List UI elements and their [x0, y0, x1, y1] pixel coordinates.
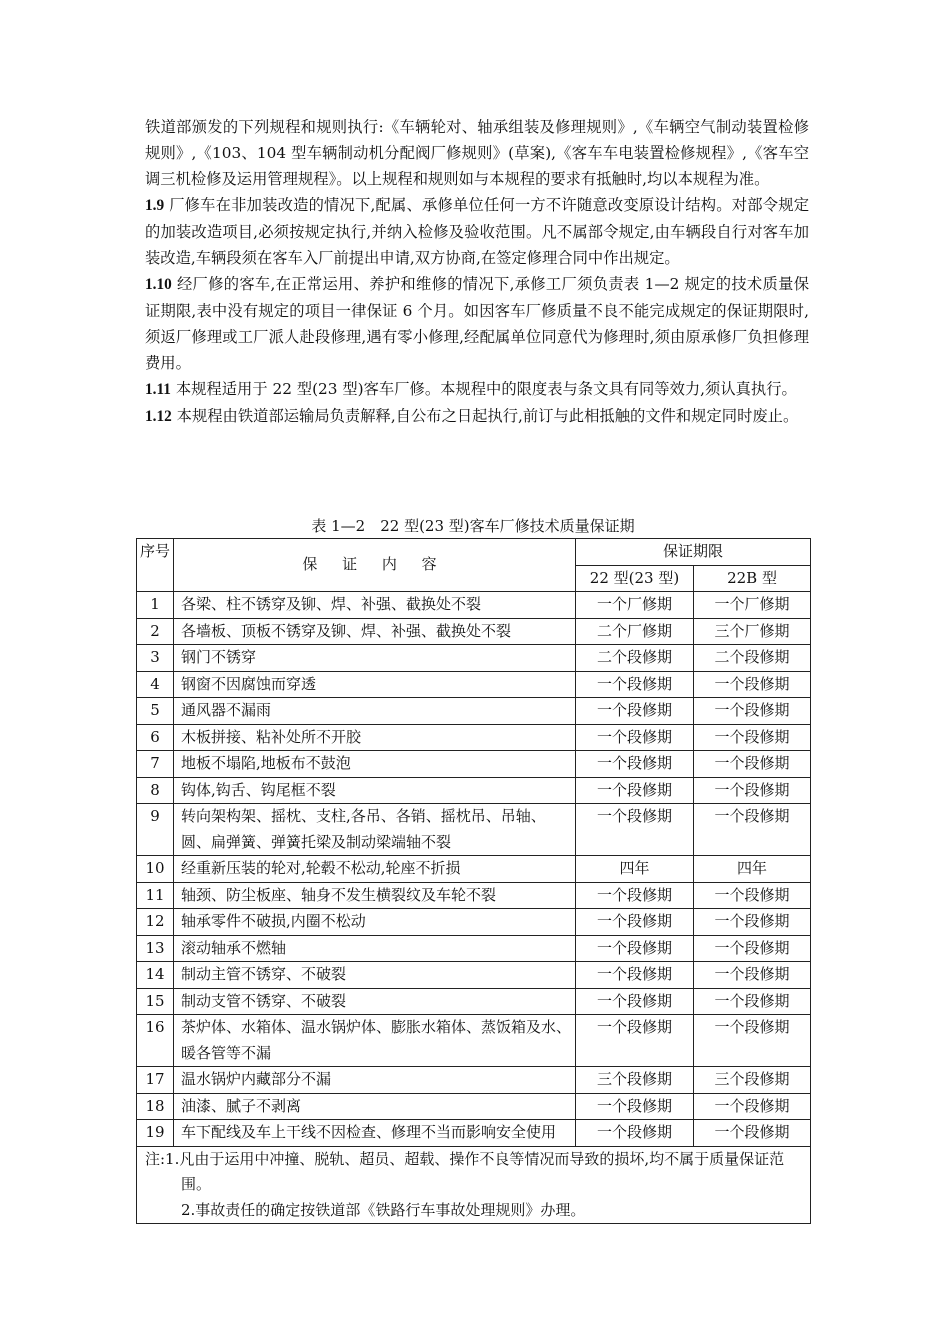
- row-period-22b: 一个段修期: [694, 698, 811, 725]
- row-content: 轴颈、防尘板座、轴身不发生横裂纹及车轮不裂: [174, 882, 576, 909]
- paragraph: [145, 114, 809, 192]
- body-text: [145, 114, 809, 430]
- table-row: [137, 592, 811, 619]
- row-period-22: 一个段修期: [576, 882, 694, 909]
- row-period-22: 一个段修期: [576, 1015, 694, 1067]
- row-content: 各梁、柱不锈穿及铆、焊、补强、截换处不裂: [174, 592, 576, 619]
- row-period-22b: 一个段修期: [694, 962, 811, 989]
- row-number: 19: [137, 1120, 174, 1147]
- row-content: 地板不塌陷,地板布不鼓泡: [174, 751, 576, 778]
- header-col-22b: 22B 型: [694, 565, 811, 592]
- table-row: [137, 962, 811, 989]
- row-number: 17: [137, 1067, 174, 1094]
- row-number: 2: [137, 618, 174, 645]
- table-row: [137, 1093, 811, 1120]
- row-number: 3: [137, 645, 174, 672]
- row-period-22: 一个厂修期: [576, 592, 694, 619]
- table-row: [137, 698, 811, 725]
- header-content: 保 证 内 容: [174, 539, 576, 592]
- row-content: 钢门不锈穿: [174, 645, 576, 672]
- row-period-22: 一个段修期: [576, 698, 694, 725]
- row-period-22: 四年: [576, 856, 694, 883]
- row-period-22: 二个厂修期: [576, 618, 694, 645]
- paragraph: [145, 271, 809, 376]
- row-period-22: 一个段修期: [576, 909, 694, 936]
- row-number: 10: [137, 856, 174, 883]
- row-period-22b: 一个厂修期: [694, 592, 811, 619]
- row-period-22: 一个段修期: [576, 777, 694, 804]
- paragraph-text: 本规程由铁道部运输局负责解释,自公布之日起执行,前订与此相抵触的文件和规定同时废止。: [176, 407, 799, 425]
- row-period-22: 二个段修期: [576, 645, 694, 672]
- row-number: 18: [137, 1093, 174, 1120]
- row-period-22b: 一个段修期: [694, 804, 811, 856]
- row-content: 车下配线及车上干线不因检查、修理不当而影响安全使用: [174, 1120, 576, 1147]
- table-row: [137, 909, 811, 936]
- row-period-22: 一个段修期: [576, 724, 694, 751]
- row-content: 经重新压装的轮对,轮毂不松动,轮座不折损: [174, 856, 576, 883]
- row-period-22: 一个段修期: [576, 935, 694, 962]
- table-body: [137, 592, 811, 1147]
- row-content: 钩体,钩舌、钩尾框不裂: [174, 777, 576, 804]
- row-period-22b: 一个段修期: [694, 724, 811, 751]
- row-period-22: 一个段修期: [576, 671, 694, 698]
- row-content: 制动主管不锈穿、不破裂: [174, 962, 576, 989]
- row-content: 茶炉体、水箱体、温水锅炉体、膨胀水箱体、蒸饭箱及水、暖各管等不漏: [174, 1015, 576, 1067]
- row-period-22b: 二个段修期: [694, 645, 811, 672]
- row-period-22: 一个段修期: [576, 804, 694, 856]
- table-row: [137, 1067, 811, 1094]
- row-number: 7: [137, 751, 174, 778]
- table-row: [137, 1120, 811, 1147]
- row-number: 13: [137, 935, 174, 962]
- paragraph: [145, 192, 809, 271]
- row-content: 各墙板、顶板不锈穿及铆、焊、补强、截换处不裂: [174, 618, 576, 645]
- header-col-22: 22 型(23 型): [576, 565, 694, 592]
- row-number: 8: [137, 777, 174, 804]
- row-period-22b: 一个段修期: [694, 1093, 811, 1120]
- table-row: [137, 882, 811, 909]
- row-content: 转向架构架、摇枕、支柱,各吊、各销、摇枕吊、吊轴、圆、扁弹簧、弹簧托梁及制动梁端轴不裂: [174, 804, 576, 856]
- row-period-22b: 一个段修期: [694, 777, 811, 804]
- row-number: 14: [137, 962, 174, 989]
- row-period-22b: 一个段修期: [694, 882, 811, 909]
- row-period-22b: 三个厂修期: [694, 618, 811, 645]
- row-period-22: 一个段修期: [576, 1120, 694, 1147]
- row-number: 9: [137, 804, 174, 856]
- table-row: [137, 618, 811, 645]
- row-number: 6: [137, 724, 174, 751]
- row-period-22: 一个段修期: [576, 1093, 694, 1120]
- clause-number: 1.12: [145, 408, 172, 425]
- table-row: [137, 935, 811, 962]
- row-content: 温水锅炉内藏部分不漏: [174, 1067, 576, 1094]
- clause-number: 1.10: [145, 276, 172, 293]
- row-period-22b: 四年: [694, 856, 811, 883]
- table-row: [137, 1015, 811, 1067]
- row-period-22b: 三个段修期: [694, 1067, 811, 1094]
- paragraph-text: 本规程适用于 22 型(23 型)客车厂修。本规程中的限度表与条文具有同等效力,须认真执行。: [175, 380, 797, 398]
- row-content: 油漆、腻子不剥离: [174, 1093, 576, 1120]
- table-row: [137, 777, 811, 804]
- row-period-22: 一个段修期: [576, 962, 694, 989]
- table-row: [137, 988, 811, 1015]
- row-number: 1: [137, 592, 174, 619]
- clause-number: 1.9: [145, 197, 165, 214]
- row-period-22: 一个段修期: [576, 751, 694, 778]
- note-1: 注:1.凡由于运用中冲撞、脱轨、超员、超载、操作不良等情况而导致的损坏,均不属于质量保证范围。: [145, 1149, 785, 1193]
- row-number: 12: [137, 909, 174, 936]
- row-period-22b: 一个段修期: [694, 909, 811, 936]
- row-period-22b: 一个段修期: [694, 1120, 811, 1147]
- table-row: [137, 671, 811, 698]
- row-period-22b: 一个段修期: [694, 1015, 811, 1067]
- row-period-22b: 一个段修期: [694, 671, 811, 698]
- table-row: [137, 804, 811, 856]
- table-row: [137, 856, 811, 883]
- row-content: 滚动轴承不燃轴: [174, 935, 576, 962]
- row-content: 钢窗不因腐蚀而穿透: [174, 671, 576, 698]
- header-no: 序号: [137, 539, 174, 592]
- row-period-22b: 一个段修期: [694, 988, 811, 1015]
- table-caption: 表 1—2 22 型(23 型)客车厂修技术质量保证期: [311, 517, 635, 535]
- row-content: 木板拼接、粘补处所不开胶: [174, 724, 576, 751]
- paragraph-text: 经厂修的客车,在正常运用、养护和维修的情况下,承修工厂须负责表 1—2 规定的技术质量保证期限,表中没有规定的项目一律保证 6 个月。如因客车厂修质量不良不能完成规定的保证期限时,须返厂修理或工厂派人赴段修理,遇有零小修理,经配属单位同意代为修理时,须由原承修厂负担修理费用。: [145, 275, 809, 372]
- table-row: [137, 645, 811, 672]
- warranty-table: [136, 538, 811, 1224]
- row-content: 轴承零件不破损,内圈不松动: [174, 909, 576, 936]
- paragraph: [145, 376, 809, 403]
- row-number: 4: [137, 671, 174, 698]
- header-period: 保证期限: [576, 539, 811, 566]
- note-2: 2.事故责任的确定按铁道部《铁路行车事故处理规则》办理。: [181, 1200, 586, 1219]
- paragraph-text: 厂修车在非加装改造的情况下,配属、承修单位任何一方不许随意改变原设计结构。对部令规定的加装改造项目,必须按规定执行,并纳入检修及验收范围。凡不属部令规定,由车辆段自行对客车加装改造,车辆段须在客车入厂前提出申请,双方协商,在签定修理合同中作出规定。: [145, 196, 809, 267]
- row-period-22: 一个段修期: [576, 988, 694, 1015]
- table-row: [137, 751, 811, 778]
- row-period-22b: 一个段修期: [694, 751, 811, 778]
- table-notes: [137, 1146, 811, 1224]
- paragraph-text: 铁道部颁发的下列规程和规则执行:《车辆轮对、轴承组装及修理规则》,《车辆空气制动装置检修规则》,《103、104 型车辆制动机分配阀厂修规则》(草案),《客车车电装置检修规程》,《客车空调三机检修及运用管理规程》。以上规程和规则如与本规程的要求有抵触时,均以本规程为准。: [145, 118, 809, 188]
- row-number: 16: [137, 1015, 174, 1067]
- row-content: 通风器不漏雨: [174, 698, 576, 725]
- table-row: [137, 724, 811, 751]
- row-period-22b: 一个段修期: [694, 935, 811, 962]
- clause-number: 1.11: [145, 381, 171, 398]
- row-number: 5: [137, 698, 174, 725]
- row-number: 15: [137, 988, 174, 1015]
- row-period-22: 三个段修期: [576, 1067, 694, 1094]
- paragraph: [145, 403, 809, 430]
- row-content: 制动支管不锈穿、不破裂: [174, 988, 576, 1015]
- row-number: 11: [137, 882, 174, 909]
